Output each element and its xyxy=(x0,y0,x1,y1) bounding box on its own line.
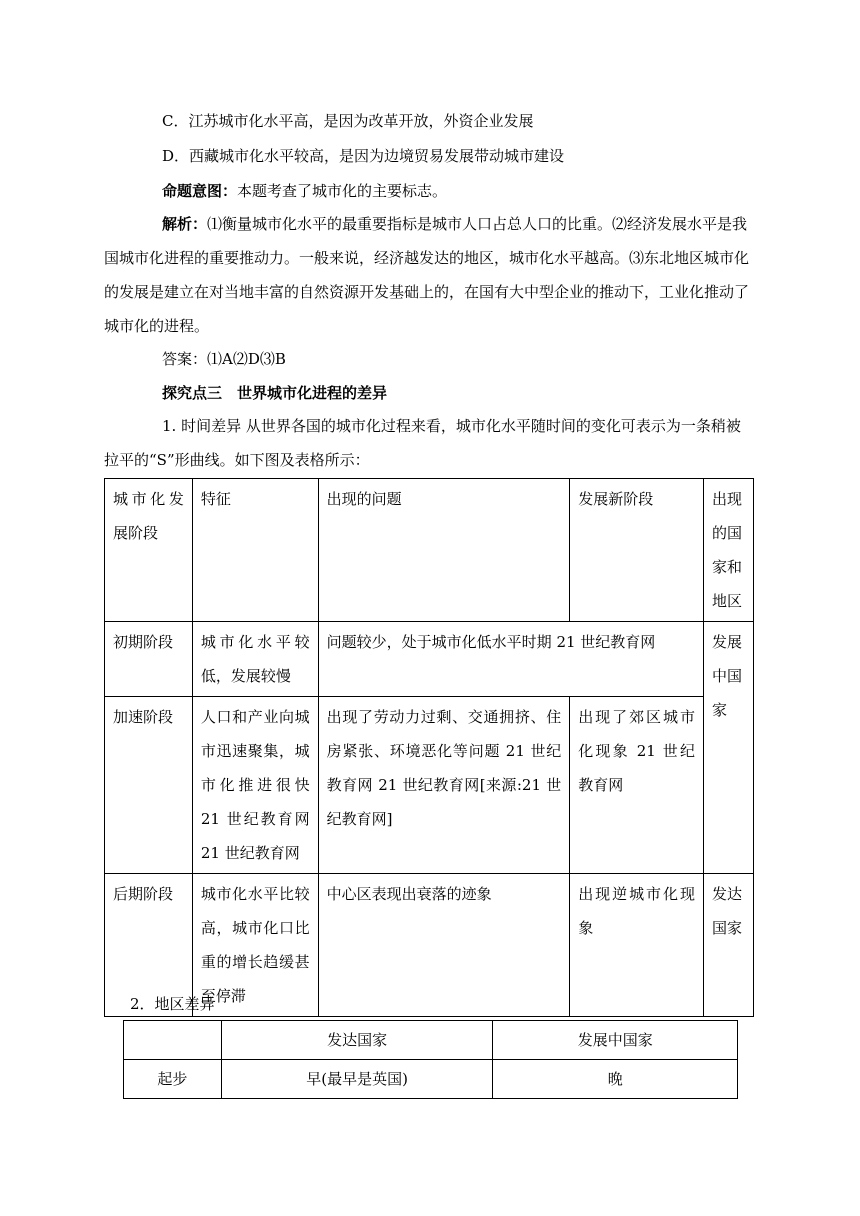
stage-cell: 初期阶段 xyxy=(105,622,193,697)
new-stage-cell: 出现逆城市化现象 xyxy=(570,874,704,1017)
option-d: D．西藏城市化水平较高，是因为边境贸易发展带动城市建设 xyxy=(162,147,565,165)
header-problem: 出现的问题 xyxy=(318,479,570,622)
new-stage-cell: 出现了郊区城市化现象 21 世纪教育网 xyxy=(570,697,704,874)
header-feature: 特征 xyxy=(192,479,318,622)
stage-cell: 加速阶段 xyxy=(105,697,193,874)
developing-cell: 晚 xyxy=(493,1060,738,1099)
region-diff-heading: 2．地区差异 xyxy=(130,995,215,1013)
region-diff-table xyxy=(123,1020,738,1099)
intent-text: 本题考查了城市化的主要标志。 xyxy=(237,182,448,200)
header-developing: 发展中国家 xyxy=(493,1021,738,1060)
problem-cell: 中心区表现出衰落的迹象 xyxy=(318,874,570,1017)
header-country: 出现的国家和地区 xyxy=(703,479,753,622)
section-title: 探究点三 世界城市化进程的差异 xyxy=(162,384,388,402)
intent-label: 命题意图： xyxy=(162,182,238,200)
problem-cell: 出现了劳动力过剩、交通拥挤、住房紧张、环境恶化等问题 21 世纪教育网 21 世纪教育网[来源:21 世纪教育网] xyxy=(318,697,570,874)
developed-cell: 早(最早是英国) xyxy=(221,1060,493,1099)
table-header-row xyxy=(105,479,754,622)
stage-cell: 后期阶段 xyxy=(105,874,193,1017)
analysis-text: ⑴衡量城市化水平的最重要指标是城市人口占总人口的比重。⑵经济发展水平是我国城市化进程的重要推动力。一般来说，经济越发达的地区，城市化水平越高。⑶东北地区城市化的发展是建立在对当地丰富的自然资源开发基础上的，在国有大中型企业的推动下，工业化推动了城市化的进程。 xyxy=(104,215,750,335)
table-row xyxy=(124,1060,738,1099)
header-empty xyxy=(124,1021,222,1060)
analysis-paragraph xyxy=(104,207,754,343)
header-new-stage: 发展新阶段 xyxy=(570,479,704,622)
analysis-label: 解析： xyxy=(162,215,208,233)
country-cell: 发展中国家 xyxy=(703,622,753,874)
answer: 答案：⑴A⑵D⑶B xyxy=(162,350,286,368)
time-diff-text: 1. 时间差异 从世界各国的城市化过程来看，城市化水平随时间的变化可表示为一条稍被拉平的“S”形曲线。如下图及表格所示： xyxy=(104,417,741,469)
problem-cell: 问题较少，处于城市化低水平时期 21 世纪教育网 xyxy=(318,622,703,697)
feature-cell: 人口和产业向城市迅速聚集，城市化推进很快 21 世纪教育网 21 世纪教育网 xyxy=(192,697,318,874)
row-label: 起步 xyxy=(124,1060,222,1099)
urbanization-stage-table xyxy=(104,478,754,1017)
header-stage: 城市化发展阶段 xyxy=(105,479,193,622)
table-row xyxy=(105,622,754,697)
feature-cell: 城市化水平比较高，城市化口比重的增长趋缓甚至停滞 xyxy=(192,874,318,1017)
table-row xyxy=(105,697,754,874)
table-header-row xyxy=(124,1021,738,1060)
time-diff-paragraph xyxy=(104,409,754,477)
option-c: C．江苏城市化水平高，是因为改革开放，外资企业发展 xyxy=(162,112,534,130)
intent-line xyxy=(162,181,447,201)
country-cell: 发达国家 xyxy=(703,874,753,1017)
feature-cell: 城市化水平较低，发展较慢 xyxy=(192,622,318,697)
header-developed: 发达国家 xyxy=(221,1021,493,1060)
